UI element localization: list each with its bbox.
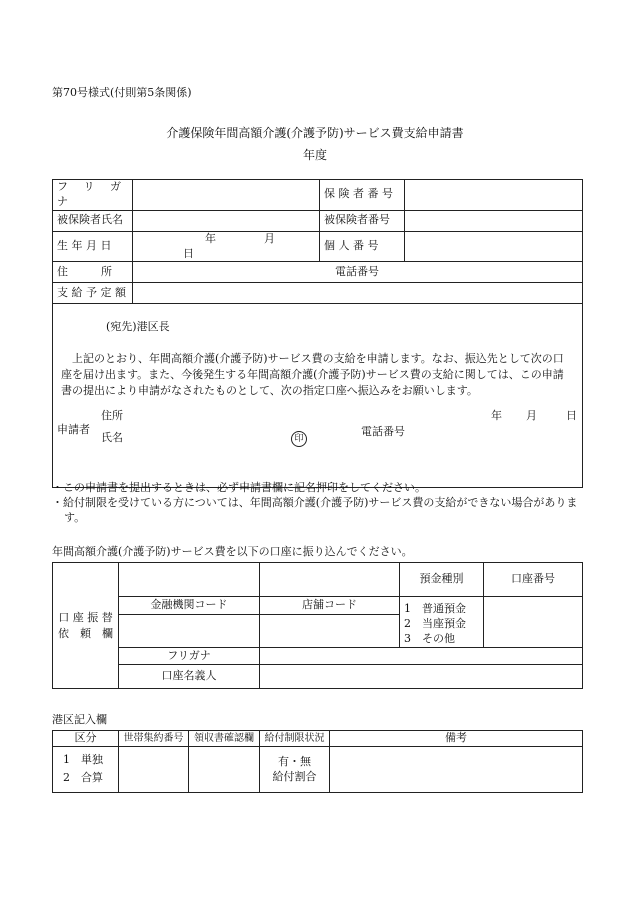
- branch-code-input[interactable]: [260, 615, 400, 648]
- branch-code-label: 店舗コード: [260, 597, 400, 615]
- deposit-type-option[interactable]: 1 普通預金: [404, 601, 466, 615]
- bank-code-input[interactable]: [119, 615, 260, 648]
- bank-intro: 年間高額介護(介護予防)サービス費を以下の口座に振り込んでください。: [52, 545, 413, 558]
- request-body: 上記のとおり、年間高額介護(介護予防)サービス費の支給を申請します。なお、振込先として次の口座を届け出ます。また、今後発生する年間高額介護(介護予防)サービス費の支給に関しては、この申請書の提出により申請がなされたものとして、次の指定口座へ振込みをお願いします。: [61, 352, 564, 398]
- deposit-type-option[interactable]: 2 当座預金: [404, 616, 466, 630]
- birth-day-label: 日: [183, 246, 194, 260]
- branch-name-input[interactable]: [260, 563, 400, 597]
- deposit-type-options[interactable]: [400, 597, 484, 648]
- remarks-input[interactable]: [330, 746, 583, 792]
- birthdate-label: 生 年 月 日: [53, 231, 133, 262]
- deposit-type-label: 預金種別: [400, 563, 484, 597]
- bank-transfer-table: [52, 562, 583, 689]
- fiscal-year-label: 年度: [302, 148, 327, 162]
- applicant-address-label: 住所: [101, 409, 123, 423]
- personal-number-label: 個 人 番 号: [320, 231, 405, 262]
- office-header-restriction-status: 給付制限状況: [260, 731, 330, 747]
- insured-number-label: 被保険者番号: [320, 210, 405, 231]
- date-month-label: 月: [526, 409, 537, 423]
- note-item: ・給付制限を受けている方については、年間高額介護(介護予防)サービス費の支給ができない場合があります。: [52, 495, 578, 524]
- bank-code-label: 金融機関コード: [119, 597, 260, 615]
- form-title: 介護保険年間高額介護(介護予防)サービス費支給申請書: [166, 126, 464, 140]
- insurer-number-input[interactable]: [405, 180, 583, 211]
- receipt-check-input[interactable]: [189, 746, 260, 792]
- account-holder-input[interactable]: [260, 665, 583, 689]
- category-option[interactable]: 2 合算: [63, 771, 103, 785]
- insured-name-input[interactable]: [133, 210, 320, 231]
- restriction-option[interactable]: 有・無: [278, 755, 311, 769]
- furigana-input[interactable]: [133, 180, 320, 211]
- bank-name-input[interactable]: [119, 563, 260, 597]
- office-use-table: [52, 730, 583, 793]
- birth-month-label: 月: [264, 231, 275, 245]
- restriction-status-options[interactable]: [260, 746, 330, 792]
- restriction-option[interactable]: 給付割合: [272, 770, 317, 784]
- applicant-info-table: [52, 179, 583, 488]
- address-input[interactable]: [133, 262, 583, 283]
- category-option[interactable]: 1 単独: [63, 753, 103, 767]
- applicant-label: 申請者: [57, 423, 90, 437]
- account-number-input[interactable]: [484, 597, 583, 648]
- office-header-category: 区分: [53, 731, 119, 747]
- office-header-remarks: 備考: [330, 731, 583, 747]
- bank-section-label: 口 座 振 替 依 頼 欄: [53, 563, 119, 689]
- birth-year-label: 年: [205, 231, 216, 245]
- request-section: [53, 304, 583, 488]
- household-number-input[interactable]: [119, 746, 189, 792]
- personal-number-input[interactable]: [405, 231, 583, 262]
- account-furigana-input[interactable]: [260, 648, 583, 665]
- date-day-label: 日: [566, 409, 577, 423]
- office-header-household-number: 世帯集約番号: [119, 731, 189, 747]
- birthdate-input[interactable]: [133, 231, 320, 262]
- account-holder-label: 口座名義人: [119, 665, 260, 689]
- applicant-name-label: 氏名: [101, 431, 123, 445]
- category-options[interactable]: [53, 746, 119, 792]
- notes: [52, 481, 584, 526]
- furigana-label: フ リ ガ ナ: [53, 180, 133, 211]
- payment-amount-label: 支 給 予 定 額: [53, 283, 133, 304]
- office-use-label: 港区記入欄: [52, 713, 107, 726]
- address-label: 住 所: [53, 262, 133, 283]
- applicant-phone-label: 電話番号: [361, 425, 405, 439]
- office-header-receipt-check: 領収書確認欄: [189, 731, 260, 747]
- deposit-type-option[interactable]: 3 その他: [404, 631, 455, 645]
- account-number-label: 口座番号: [484, 563, 583, 597]
- insurer-number-label: 保 険 者 番 号: [320, 180, 405, 211]
- applicant-signature-area: [57, 409, 577, 459]
- seal-mark: 印: [291, 431, 307, 447]
- insured-number-input[interactable]: [405, 210, 583, 231]
- addressee: (宛先)港区長: [106, 320, 170, 334]
- date-year-label: 年: [491, 409, 502, 423]
- note-item: ・この申請書を提出するときは、必ず申請書欄に記名押印をしてください。: [52, 481, 426, 494]
- insured-name-label: 被保険者氏名: [53, 210, 133, 231]
- account-furigana-label: フリガナ: [119, 648, 260, 665]
- form-number: 第70号様式(付則第5条関係): [52, 86, 192, 99]
- phone-label: 電話番号: [335, 264, 379, 278]
- payment-amount-input[interactable]: [133, 283, 583, 304]
